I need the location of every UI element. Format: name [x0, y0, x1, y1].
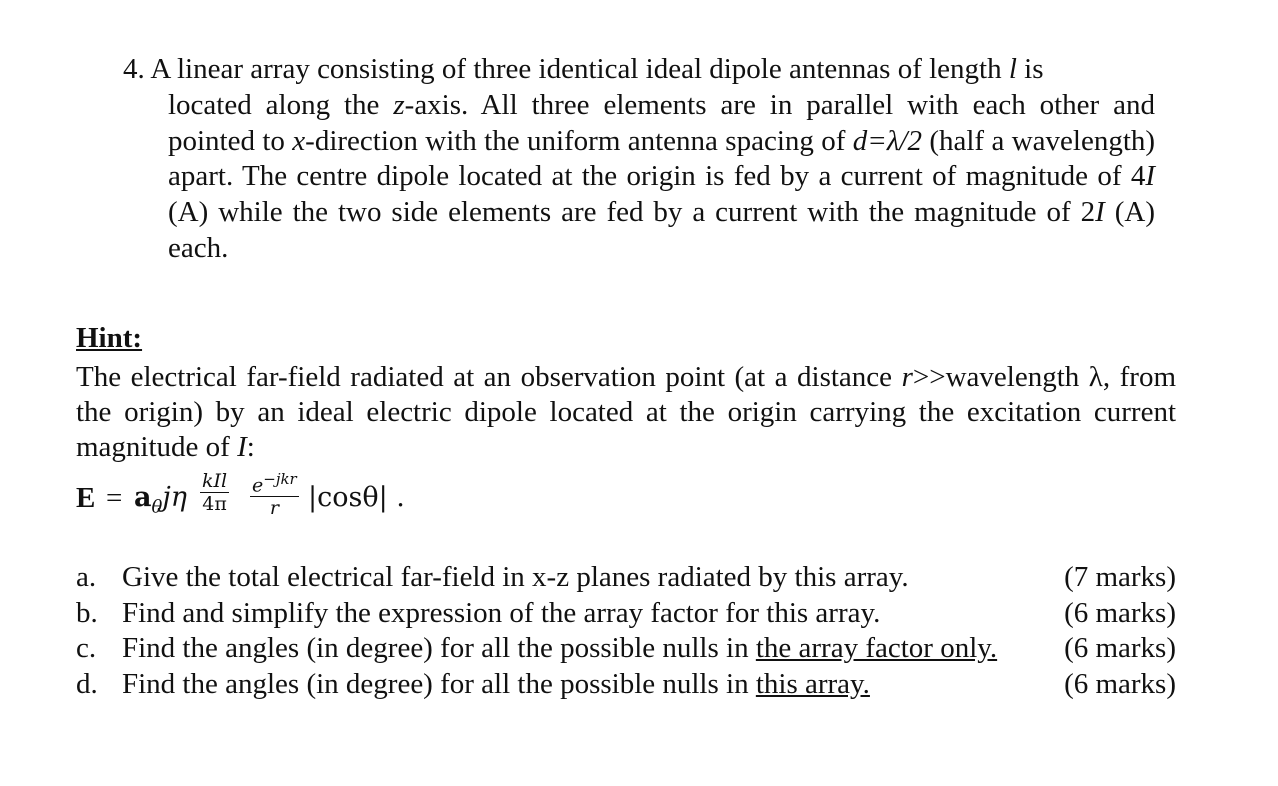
fraction-exp-over-r: $e^{-jkr}$ r	[252, 470, 297, 520]
sub-question-d: d. Find the angles (in degree) for all the possible nulls in this array. (6 marks)	[76, 667, 1176, 703]
question-body: located along the z-axis. All three elements are in parallel with each other and pointed to x-direction with the uniform antenna spacing of d=λ/2 (half a wavelength) apart. The centre dipole located at the origin is fed by a current of magnitude of 4I (A) while the two side elements are fed by a current with the magnitude of 2I (A) each.	[168, 88, 1156, 264]
question-line-1: 4. A linear array consisting of three identical ideal dipole antennas of length l is	[123, 53, 1044, 85]
marks-b: (6 marks)	[1064, 596, 1176, 629]
hint-title: Hint:	[76, 322, 143, 354]
sub-question-c: c. Find the angles (in degree) for all the possible nulls in the array factor only. (6 marks)	[76, 631, 1176, 667]
equation-equals: =	[106, 482, 123, 514]
equation-cos-term: |cosθ| .	[308, 482, 405, 513]
spacing-expression: d=λ/2	[852, 124, 922, 157]
marks-d: (6 marks)	[1064, 667, 1176, 700]
sub-questions	[76, 560, 1176, 702]
hint-text: The electrical far-field radiated at an observation point (at a distance r>>wavelength λ, from the origin) by an ideal electric dipole located at the origin carrying the excitation current magnitude of I:	[76, 361, 1177, 463]
marks-a: (7 marks)	[1064, 561, 1176, 593]
sub-question-a: a. Give the total electrical far-field in x-z planes radiated by this array. (7 marks)	[76, 560, 1176, 596]
sub-question-b: b. Find and simplify the expression of the array factor for this array. (6 marks)	[76, 596, 1176, 632]
fraction-kil-over-4pi: kIl 4π	[202, 470, 228, 515]
equation-lhs: E	[76, 482, 96, 514]
question-4	[123, 52, 1155, 267]
far-field-equation	[76, 468, 496, 532]
marks-c: (6 marks)	[1064, 632, 1176, 664]
equation-coefficient: $a_\theta j\eta$	[134, 482, 187, 518]
